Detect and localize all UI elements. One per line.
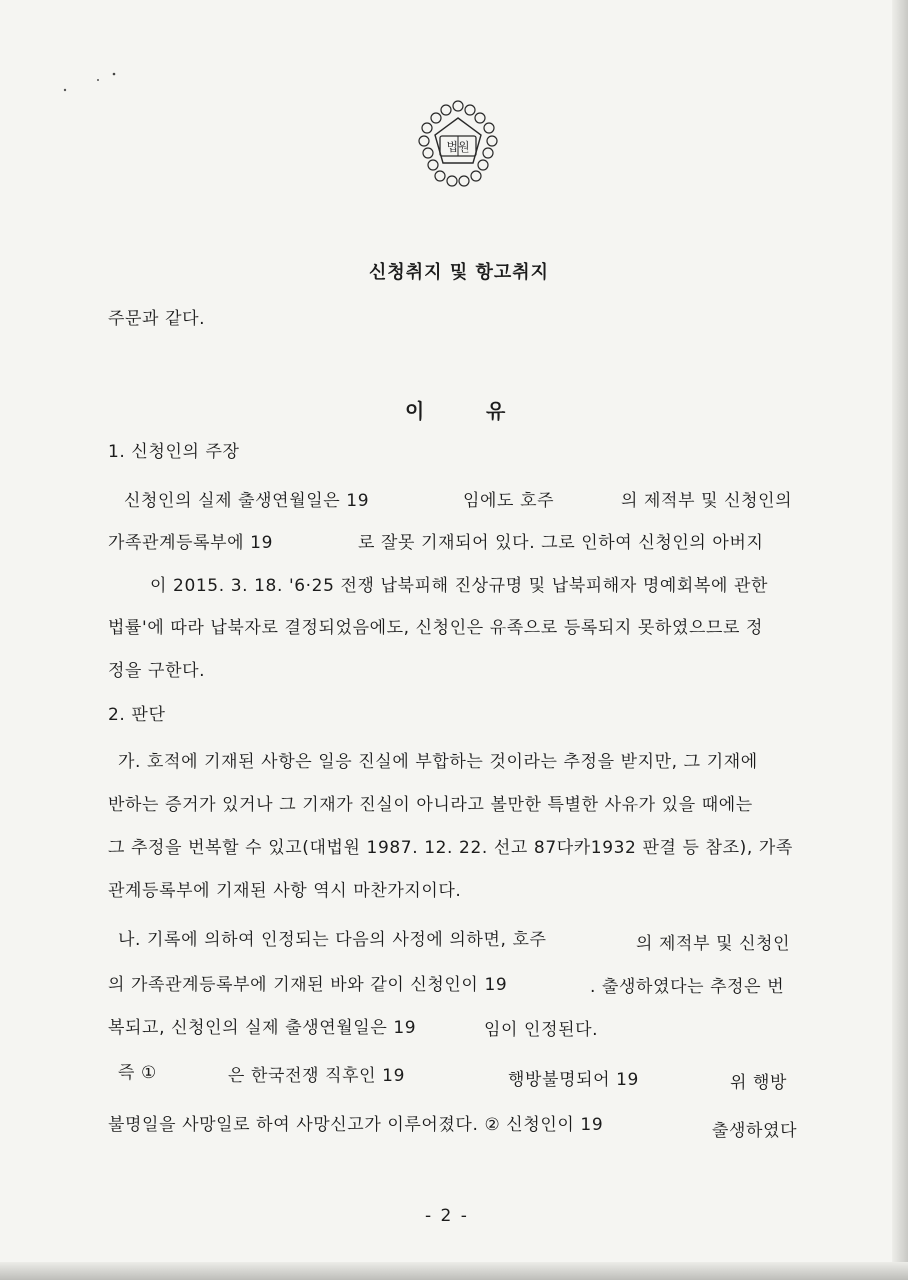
document-heading: 신청취지 및 항고취지 [369,262,550,283]
emblem-text: 법원 [446,140,470,154]
para-na-line-3b: 임이 인정된다. [484,1020,599,1040]
section-1-line-2b: 로 잘못 기재되어 있다. 그로 인하여 신청인의 아버지 [358,533,764,553]
section-1-title: 1. 신청인의 주장 [108,442,240,462]
para-na-line-1b: 의 제적부 및 신청인 [636,934,791,954]
para-jeuk-line-1a: 즉 ① [118,1063,157,1083]
section-1-line-5: 정을 구한다. [108,661,206,681]
reasons-heading-char-2: 유 [486,399,506,423]
para-ga-line-2: 반하는 증거가 있거나 그 기재가 진실이 아니라고 볼만한 특별한 사유가 있을 때에는 [108,795,753,815]
para-na-line-3a: 복되고, 신청인의 실제 출생연월일은 19 [108,1018,417,1038]
court-emblem-icon [418,100,498,188]
section-2-title: 2. 판단 [108,705,166,725]
scan-specks [60,70,140,100]
para-ga-line-4: 관계등록부에 기재된 사항 역시 마찬가지이다. [108,881,462,901]
para-na-line-2a: 의 가족관계등록부에 기재된 바와 같이 신청인이 19 [108,975,508,995]
para-jeuk-line-1c: 행방불명되어 19 [508,1070,639,1090]
page-number: - 2 - [425,1206,469,1226]
page-edge-bottom [0,1262,908,1280]
section-1-line-2a: 가족관계등록부에 19 [108,533,274,553]
section-1-line-1b: 임에도 호주 [463,491,555,511]
para-na-line-2b: . 출생하였다는 추정은 번 [590,977,785,997]
para-ga-line-3: 그 추정을 번복할 수 있고(대법원 1987. 12. 22. 선고 87다카1932 판결 등 참조), 가족 [108,838,793,858]
para-jeuk-line-1d: 위 행방 [730,1073,788,1093]
para-jeuk-line-1b: 은 한국전쟁 직후인 19 [228,1066,406,1086]
section-1-line-4: 법률'에 따라 납북자로 결정되었음에도, 신청인은 유족으로 등록되지 못하였으므로 정 [108,618,764,638]
page-edge-right [892,0,908,1280]
para-jeuk-line-2a: 불명일을 사망일로 하여 사망신고가 이루어졌다. ② 신청인이 19 [108,1115,604,1135]
reasons-heading-char-1: 이 [405,399,425,423]
section-1-line-1c: 의 제적부 및 신청인의 [621,491,793,511]
section-1-line-1a: 신청인의 실제 출생연월일은 19 [124,491,370,511]
order-line: 주문과 같다. [108,309,206,329]
section-1-line-3: 이 2015. 3. 18. '6·25 전쟁 납북피해 진상규명 및 납북피해자 명예회복에 관한 [150,576,769,596]
para-jeuk-line-2b: 출생하였다 [712,1121,798,1141]
para-ga-line-1: 가. 호적에 기재된 사항은 일응 진실에 부합하는 것이라는 추정을 받지만, 그 기재에 [118,752,758,772]
para-na-line-1a: 나. 기록에 의하여 인정되는 다음의 사정에 의하면, 호주 [118,930,547,950]
